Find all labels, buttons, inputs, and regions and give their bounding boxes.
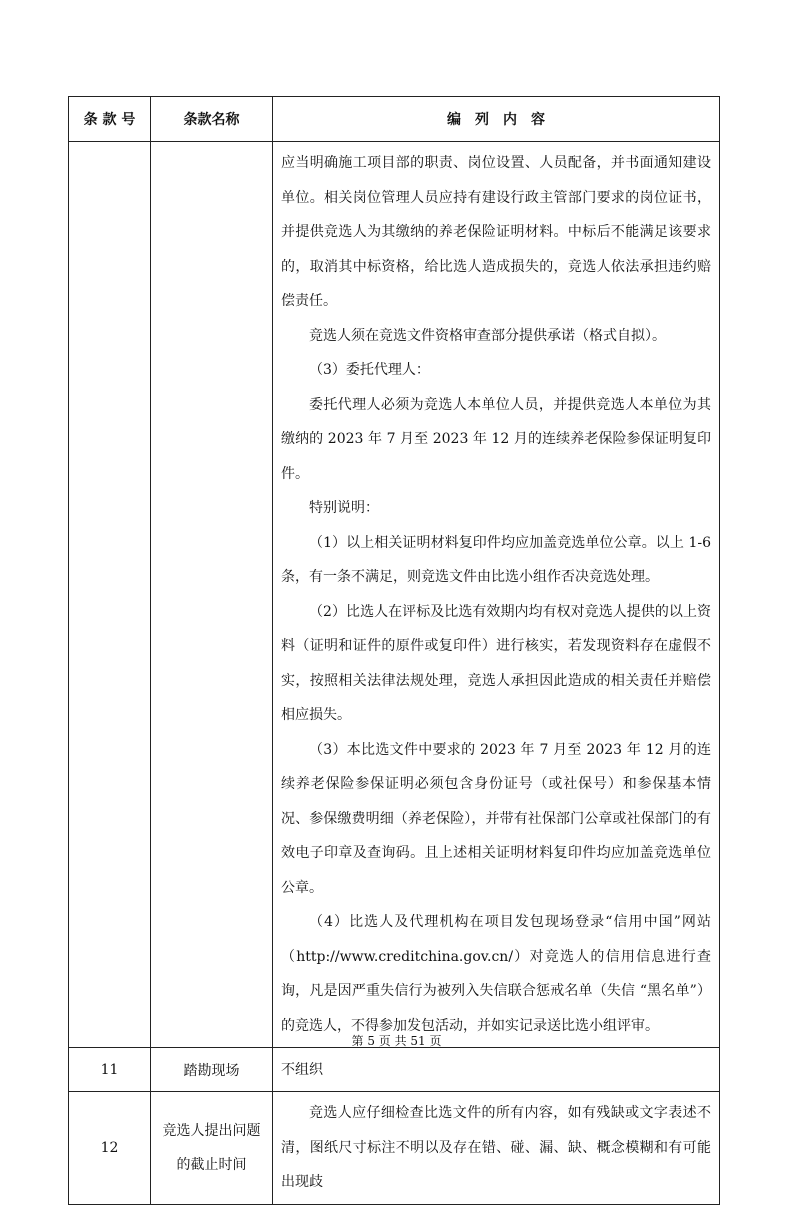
paragraph: 委托代理人必须为竞选人本单位人员，并提供竞选人本单位为其缴纳的 2023 年 7 月至 2023 年 12 月的连续养老保险参保证明复印件。 xyxy=(281,396,711,482)
paragraph: 竞选人须在竞选文件资格审查部分提供承诺（格式自拟）。 xyxy=(309,327,666,344)
table-row-continued xyxy=(69,142,720,1048)
table-row-11 xyxy=(69,1048,720,1092)
paragraph: （1）以上相关证明材料复印件均应加盖竞选单位公章。以上 1-6 条，有一条不满足，则竞选文件由比选小组作否决竞选处理。 xyxy=(281,534,711,585)
clause-no: 12 xyxy=(69,1092,151,1205)
clause-content xyxy=(273,1092,720,1205)
table-header-row xyxy=(69,97,720,142)
clause-no: 11 xyxy=(69,1048,151,1092)
clause-name: 踏勘现场 xyxy=(151,1048,273,1092)
paragraph: （3）委托代理人： xyxy=(309,362,430,378)
content-paragraphs xyxy=(273,142,719,1047)
paragraph: （2）比选人在评标及比选有效期内均有权对竞选人提供的以上资料（证明和证件的原件或复印件）进行核实，若发现资料存在虚假不实，按照相关法律法规处理，竞选人承担因此造成的相关责任并赔偿相应损失。 xyxy=(281,603,711,723)
header-content: 编 列 内 容 xyxy=(273,97,720,142)
page-number: 第 5 页 共 51 页 xyxy=(351,1034,442,1048)
table-row-12 xyxy=(69,1092,720,1205)
header-clause-name: 条款名称 xyxy=(151,97,273,142)
cell-name-empty xyxy=(151,142,273,1048)
paragraph: 应当明确施工项目部的职责、岗位设置、人员配备，并书面通知建设单位。相关岗位管理人员应持有建设行政主管部门要求的岗位证书，并提供竞选人为其缴纳的养老保险证明材料。中标后不能满足该要求的，取消其中标资格，给比选人造成损失的，竞选人依法承担违约赔偿责任。 xyxy=(281,155,711,309)
clause-name: 竞选人提出问题的截止时间 xyxy=(151,1092,273,1205)
paragraph: （4）比选人及代理机构在项目发包现场登录“信用中国”网站（http://www.creditchina.gov.cn/）对竞选人的信用信息进行查询，凡是因严重失信行为被列入失信联合惩戒名单（失信 “黑名单”）的竞选人，不得参加发包活动，并如实记录送比选小组评审。 xyxy=(281,914,711,1034)
header-clause-no: 条 款 号 xyxy=(69,97,151,142)
cell-no-empty xyxy=(69,142,151,1048)
cell-content xyxy=(273,142,720,1048)
paragraph: 特别说明： xyxy=(309,500,379,516)
paragraph: 不组织 xyxy=(281,1061,323,1078)
clause-content xyxy=(273,1048,720,1092)
paragraph: 竞选人应仔细检查比选文件的所有内容，如有残缺或文字表述不清，图纸尺寸标注不明以及存在错、碰、漏、缺、概念模糊和有可能出现歧 xyxy=(281,1105,711,1190)
paragraph: （3）本比选文件中要求的 2023 年 7 月至 2023 年 12 月的连续养老保险参保证明必须包含身份证号（或社保号）和参保基本情况、参保缴费明细（养老保险），并带有社保部门公章或社保部门的有效电子印章及查询码。且上述相关证明材料复印件均应加盖竞选单位公章。 xyxy=(281,741,711,896)
